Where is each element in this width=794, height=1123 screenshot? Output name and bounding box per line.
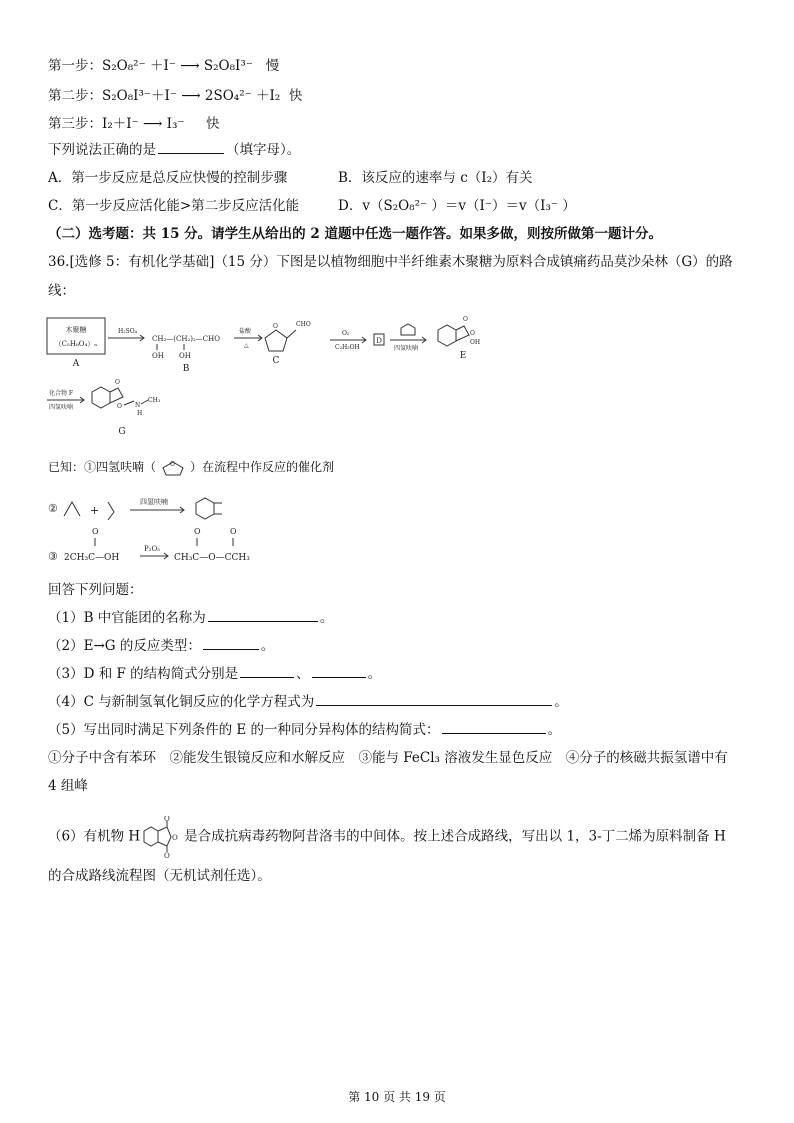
- subquestion-6-after: 是合成抗病毒药物阿昔洛韦的中间体。按上述合成路线，写出以 1，3-丁二烯为原料制备 H: [184, 828, 726, 845]
- answer-header: 回答下列问题：: [48, 582, 143, 598]
- subquestion-2-text: （2）E→G 的反应类型：: [48, 638, 201, 654]
- g-bond-2: [141, 400, 148, 404]
- subquestion-1-text: （1）B 中官能团的名称为: [48, 610, 206, 626]
- reagent-2-top: 盐酸: [239, 328, 252, 335]
- e-benzene: [438, 325, 456, 346]
- e-oh: OH: [470, 339, 481, 346]
- answer-blank[interactable]: [158, 139, 224, 154]
- b-oh-1: OH: [152, 352, 164, 360]
- elective-header: （二）选考题：共 15 分。请学生从给出的 2 道题中任选一题作答。如果多做，则按所做第一题计分。: [48, 226, 662, 242]
- c-o: O: [273, 323, 278, 330]
- subquestion-3-blank-d[interactable]: [240, 663, 294, 678]
- subquestion-6-line1: [48, 816, 726, 858]
- q36-line1: 36.[选修 5：有机化学基础]（15 分）下图是以植物细胞中半纤维素木聚糖为原料合成镇痛药品莫沙朵林（G）的路: [48, 254, 733, 270]
- step-1: [48, 54, 279, 74]
- g-o-top: O: [115, 379, 120, 386]
- known-3-right: CH₃C—O—CCH₃: [174, 553, 250, 563]
- known-3-left: 2CH₃C—OH: [64, 553, 120, 563]
- subquestion-3-end: 。: [367, 666, 382, 682]
- e-o-ring: O: [470, 330, 475, 337]
- subquestion-3: [48, 662, 381, 682]
- box-a: [47, 318, 105, 354]
- reagent-4-bottom: 四氢呋喃: [394, 345, 419, 352]
- q36-line2: 线：: [48, 283, 75, 299]
- step-1-speed: 慢: [265, 58, 280, 74]
- step-3-label: 第三步：: [48, 116, 102, 132]
- subquestion-1-end: 。: [319, 610, 334, 626]
- label-e: E: [459, 351, 467, 361]
- reagent-5-top: 化合物 F: [49, 390, 74, 397]
- c-ring: [265, 330, 287, 351]
- prompt-text: 下列说法正确的是: [48, 142, 156, 158]
- label-a: A: [72, 359, 80, 369]
- prompt-suffix: （填字母）。: [226, 142, 301, 158]
- label-b: B: [182, 364, 190, 374]
- known-3-reagent: P₂O₅: [144, 545, 161, 553]
- step-1-equation: S₂O₈²⁻ ＋I⁻ ⟶ S₂O₈I³⁻: [102, 58, 253, 74]
- g-benzene: [92, 387, 110, 408]
- g-lactone: [110, 388, 123, 403]
- h-o-top: O: [164, 816, 170, 823]
- h-o-bottom: O: [164, 852, 170, 858]
- e-o-top: O: [463, 316, 468, 323]
- reagent-4-ring: [401, 324, 415, 335]
- subquestion-1: [48, 606, 333, 626]
- subquestion-4-blank[interactable]: [316, 691, 552, 706]
- known-1-before: 已知：①四氢呋喃（: [48, 460, 157, 474]
- label-c: C: [272, 356, 280, 366]
- subquestion-2-blank[interactable]: [203, 635, 259, 650]
- subquestion-5-text: （5）写出同时满足下列条件的 E 的一种同分异构体的结构简式：: [48, 722, 440, 738]
- step-1-label: 第一步：: [48, 58, 102, 74]
- synthesis-scheme: [44, 308, 484, 444]
- g-bond-1: [124, 401, 134, 405]
- box-a-name: 木聚糖: [65, 326, 87, 334]
- thf-ring: [156, 459, 190, 477]
- compound-h-structure: [140, 816, 184, 858]
- known-3-o1: O: [92, 527, 99, 536]
- option-d: D．v（S₂O₈²⁻ ）＝v（I⁻）＝v（I₃⁻ ）: [338, 198, 576, 214]
- reagent-5-bottom: 四氢呋喃: [49, 404, 74, 411]
- step-3: [48, 112, 219, 132]
- subquestion-4: [48, 690, 568, 710]
- label-g: G: [118, 427, 126, 437]
- subquestion-5-blank[interactable]: [442, 719, 546, 734]
- subquestion-6-line2: 的合成路线流程图（无机试剂任选）。: [48, 868, 271, 884]
- c-bond: [287, 330, 296, 338]
- known-3-num: ③: [48, 550, 58, 563]
- subquestion-3-sep: 、: [296, 666, 310, 682]
- subquestion-2-end: 。: [260, 638, 275, 654]
- subquestion-4-text: （4）C 与新制氢氧化铜反应的化学方程式为: [48, 694, 315, 710]
- conditions-line2: 4 组峰: [48, 778, 88, 794]
- known-3-o3: O: [230, 527, 237, 536]
- reagent-3-top: O₂: [342, 330, 350, 337]
- option-c: C．第一步反应活化能>第二步反应活化能: [48, 198, 300, 214]
- b-oh-2: OH: [179, 352, 191, 360]
- known-2-plus: +: [90, 504, 100, 517]
- option-a: A．第一步反应是总反应快慢的控制步骤: [48, 170, 288, 186]
- g-o-ring: O: [117, 403, 122, 410]
- question-prompt: [48, 138, 300, 158]
- box-d-label: D: [376, 337, 382, 345]
- known-reactions: [44, 490, 304, 570]
- reagent-3-bottom: C₂H₅OH: [335, 344, 360, 351]
- page-footer: 第 10 页 共 19 页: [348, 1090, 446, 1104]
- option-b: B．该反应的速率与 c（I₂）有关: [338, 170, 533, 186]
- subquestion-2: [48, 634, 274, 654]
- known-2-alkene: [108, 502, 114, 520]
- c-cho: CHO: [296, 321, 311, 328]
- known-3-o2: O: [194, 527, 201, 536]
- subquestion-6-before: （6）有机物 H: [48, 828, 141, 845]
- subquestion-1-blank[interactable]: [208, 607, 318, 622]
- g-n: N: [135, 402, 141, 409]
- box-a-formula: （C₅H₈O₄）ₙ: [54, 340, 98, 348]
- reagent-1: H₂SO₄: [118, 328, 138, 335]
- known-1: [48, 458, 334, 477]
- subquestion-3-text: （3）D 和 F 的结构简式分别是: [48, 666, 239, 682]
- step-2-equation: S₂O₈I³⁻＋I⁻ ⟶ 2SO₄²⁻ ＋I₂: [102, 88, 281, 104]
- step-3-equation: I₂＋I⁻ ⟶ I₃⁻: [102, 116, 185, 132]
- known-2-num: ②: [48, 502, 58, 515]
- reagent-2-bottom: △: [244, 342, 249, 349]
- g-h: H: [137, 410, 143, 417]
- e-lactone: [456, 326, 469, 341]
- g-ch3: CH₃: [148, 397, 161, 404]
- subquestion-4-end: 。: [554, 694, 568, 710]
- step-3-speed: 快: [205, 116, 220, 132]
- step-2-label: 第二步：: [48, 88, 102, 104]
- h-o-ring: O: [172, 834, 178, 842]
- conditions-line1: ①分子中含有苯环 ②能发生银镜反应和水解反应 ③能与 FeCl₃ 溶液发生显色反应 ④分子的核磁共振氢谱中有: [48, 750, 728, 766]
- known-2-reagent: 四氢呋喃: [140, 498, 168, 506]
- subquestion-3-blank-f[interactable]: [312, 663, 366, 678]
- subquestion-5-end: 。: [547, 722, 562, 738]
- subquestion-5: [48, 718, 561, 738]
- step-2: [48, 84, 302, 104]
- thf-o: O: [170, 460, 175, 468]
- step-2-speed: 快: [288, 88, 303, 104]
- known-1-after: ）在流程中作反应的催化剂: [190, 460, 335, 474]
- known-2-diene: [64, 502, 80, 516]
- known-2-product: [196, 498, 214, 519]
- b-formula: CH₂—(CH₂)₂—CHO: [152, 335, 221, 343]
